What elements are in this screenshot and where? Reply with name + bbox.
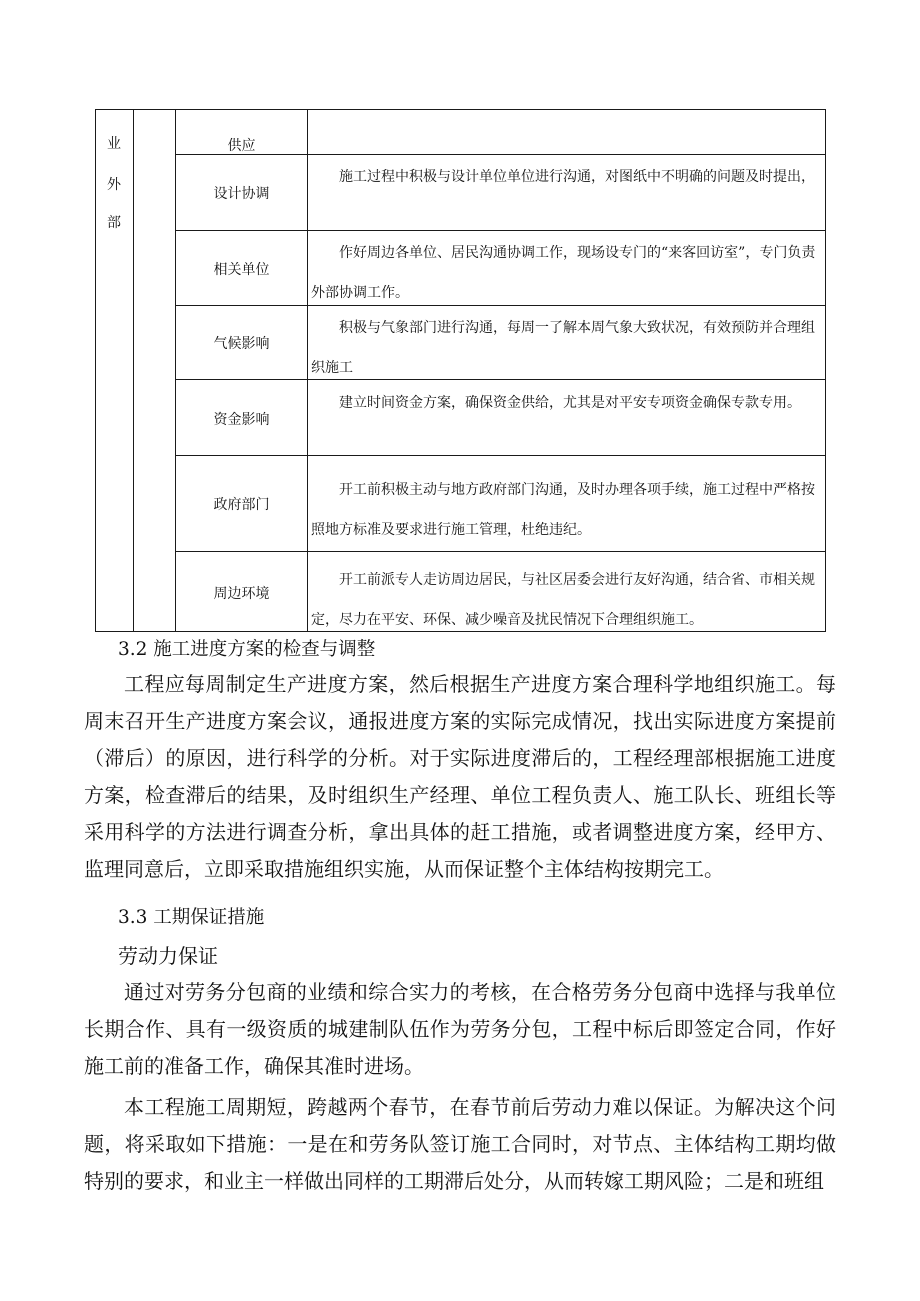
row-divider (175, 230, 826, 231)
vertical-label-char: 业 (107, 136, 121, 152)
row-category: 气候影响 (213, 336, 270, 352)
row-description: 积极与气象部门进行沟通，每周一了解本周气象大致状况，有效预防并合理组织施工 (311, 320, 815, 376)
row-description: 开工前派专人走访周边居民，与社区居委会进行友好沟通，结合省、市相关规定，尽力在平安、环保、减少噪音及扰民情况下合理组织施工。 (311, 572, 815, 628)
row-description: 作好周边各单位、居民沟通协调工作，现场设专门的“来客回访室”，专门负责外部协调工作。 (311, 245, 816, 301)
table-border-right (825, 109, 826, 632)
row-description: 施工过程中积极与设计单位单位进行沟通，对图纸中不明确的问题及时提出， (339, 169, 815, 185)
table-border-top (95, 109, 826, 110)
row-category: 政府部门 (213, 497, 270, 513)
section-heading-3-3: 3.3 工期保证措施 (118, 907, 265, 928)
row-category: 周边环境 (213, 586, 270, 602)
row-category: 资金影响 (213, 412, 270, 428)
paragraph-3-2: 工程应每周制定生产进度方案，然后根据生产进度方案合理科学地组织施工。每周末召开生产进度方案会议，通报进度方案的实际完成情况，找出实际进度方案提前（滞后）的原因，进行科学的分析。对于实际进度滞后的，工程经理部根据施工进度方案，检查滞后的结果，及时组织生产经理、单位工程负责人、施工队长、班组长等采用科学的方法进行调查分析，拿出具体的赶工措施，或者调整进度方案，经甲方、监理同意后，立即采取措施组织实施，从而保证整个主体结构按期完工。 (84, 672, 836, 881)
vertical-label-char: 外 (107, 177, 121, 193)
row-category: 设计协调 (213, 186, 270, 202)
section-heading-3-2: 3.2 施工进度方案的检查与调整 (118, 639, 376, 660)
row-divider (175, 551, 826, 552)
paragraph-labor-1: 通过对劳务分包商的业绩和综合实力的考核，在合格劳务分包商中选择与我单位长期合作、具有一级资质的城建制队伍作为劳务分包，工程中标后即签定合同，作好施工前的准备工作，确保其准时进场。 (84, 980, 836, 1078)
row-divider (175, 455, 826, 456)
row-description: 建立时间资金方案，确保资金供给，尤其是对平安专项资金确保专款专用。 (339, 395, 801, 411)
table-divider-3 (307, 109, 308, 632)
subheading-labor: 劳动力保证 (118, 944, 218, 968)
row-category: 供应 (227, 138, 256, 154)
vertical-label-char: 部 (107, 215, 121, 231)
table-border-left (95, 109, 96, 632)
table-divider-1 (133, 109, 134, 632)
row-description: 开工前积极主动与地方政府部门沟通，及时办理各项手续，施工过程中严格按照地方标准及要求进行施工管理，杜绝违纪。 (311, 482, 815, 538)
paragraph-labor-2: 本工程施工周期短，跨越两个春节，在春节前后劳动力难以保证。为解决这个问题，将采取如下措施：一是在和劳务队签订施工合同时，对节点、主体结构工期均做特别的要求，和业主一样做出同样的工期滞后处分，从而转嫁工期风险；二是和班组 (84, 1095, 836, 1193)
row-category: 相关单位 (213, 262, 270, 278)
